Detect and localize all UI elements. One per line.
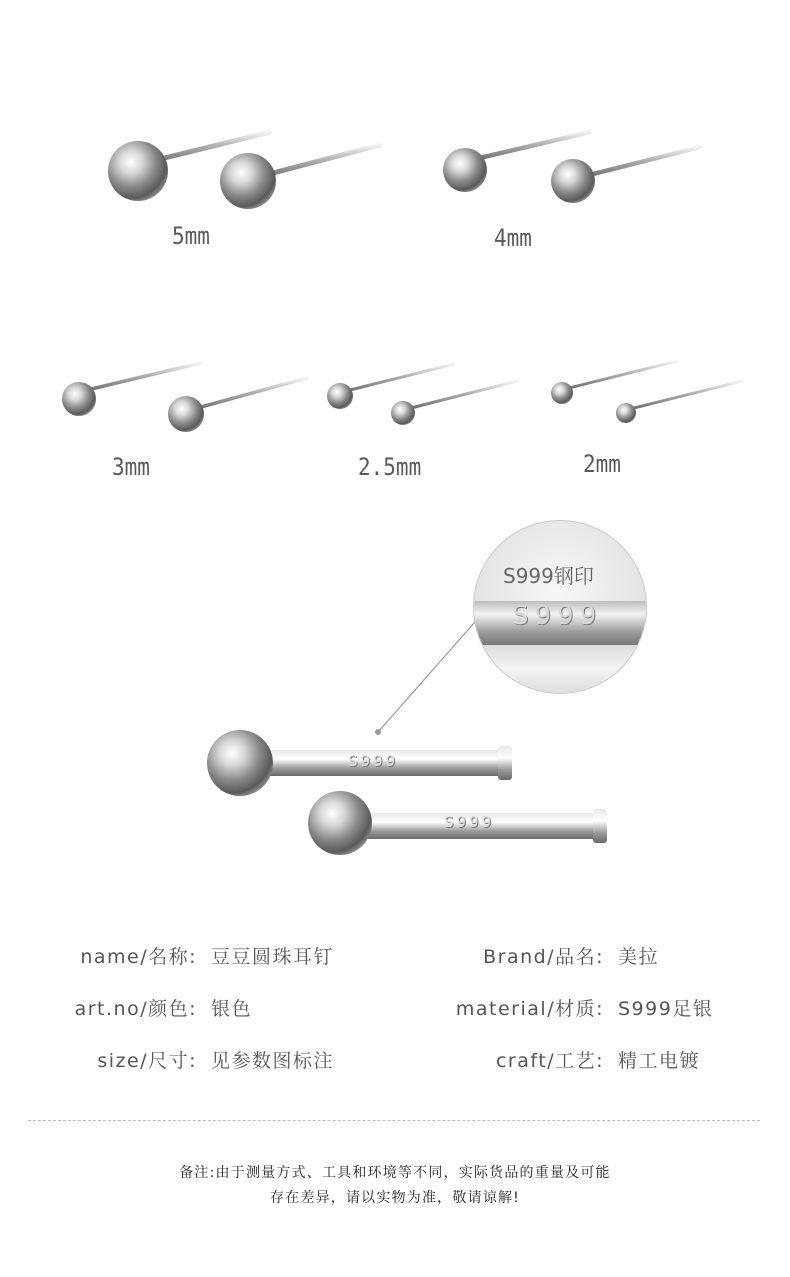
size-label-5mm: 5mm (172, 222, 210, 250)
spec-artno-value: 银色 (211, 998, 253, 1020)
earring-4mm-right (545, 135, 715, 215)
engraving-magnified-text: S999 (512, 601, 603, 631)
spec-craft-value: 精工电镀 (618, 1050, 701, 1072)
spec-name-value: 豆豆圆珠耳钉 (211, 946, 335, 968)
size-label-2-5mm: 2.5mm (358, 453, 422, 481)
size-label-2mm: 2mm (583, 450, 621, 478)
earring-2-5mm-right (385, 375, 535, 435)
earring-3mm-right (160, 372, 320, 442)
spec-name-key: name/名称: (80, 946, 197, 968)
size-label-4mm: 4mm (494, 224, 532, 252)
disclaimer-line-2: 存在差异，请以实物为准，敬请谅解! (269, 1190, 520, 1206)
spec-brand-key: Brand/品名: (483, 946, 604, 968)
earring-5mm-right (210, 135, 390, 225)
engraving-callout-label: S999钢印 (503, 564, 594, 588)
spec-brand-value: 美拉 (618, 946, 660, 968)
engraving-bottom: S999 (444, 813, 495, 831)
spec-artno-key: art.no/颜色: (74, 998, 197, 1020)
engraving-top: S999 (348, 752, 399, 770)
dashed-divider (28, 1120, 760, 1121)
engraving-magnifier (473, 520, 647, 694)
spec-size-key: size/尺寸: (97, 1050, 197, 1072)
size-label-3mm: 3mm (112, 453, 150, 481)
spec-brand (0, 942, 659, 969)
earring-2mm-right (610, 375, 760, 435)
spec-craft (0, 1046, 700, 1073)
spec-craft-key: craft/工艺: (495, 1050, 604, 1072)
spec-size-value: 见参数图标注 (211, 1050, 335, 1072)
disclaimer-line-1: 备注:由于测量方式、工具和环境等不同，实际货品的重量及可能 (179, 1165, 611, 1181)
spec-material-key: material/材质: (455, 998, 604, 1020)
spec-material (0, 994, 713, 1021)
spec-material-value: S999足银 (618, 998, 714, 1020)
